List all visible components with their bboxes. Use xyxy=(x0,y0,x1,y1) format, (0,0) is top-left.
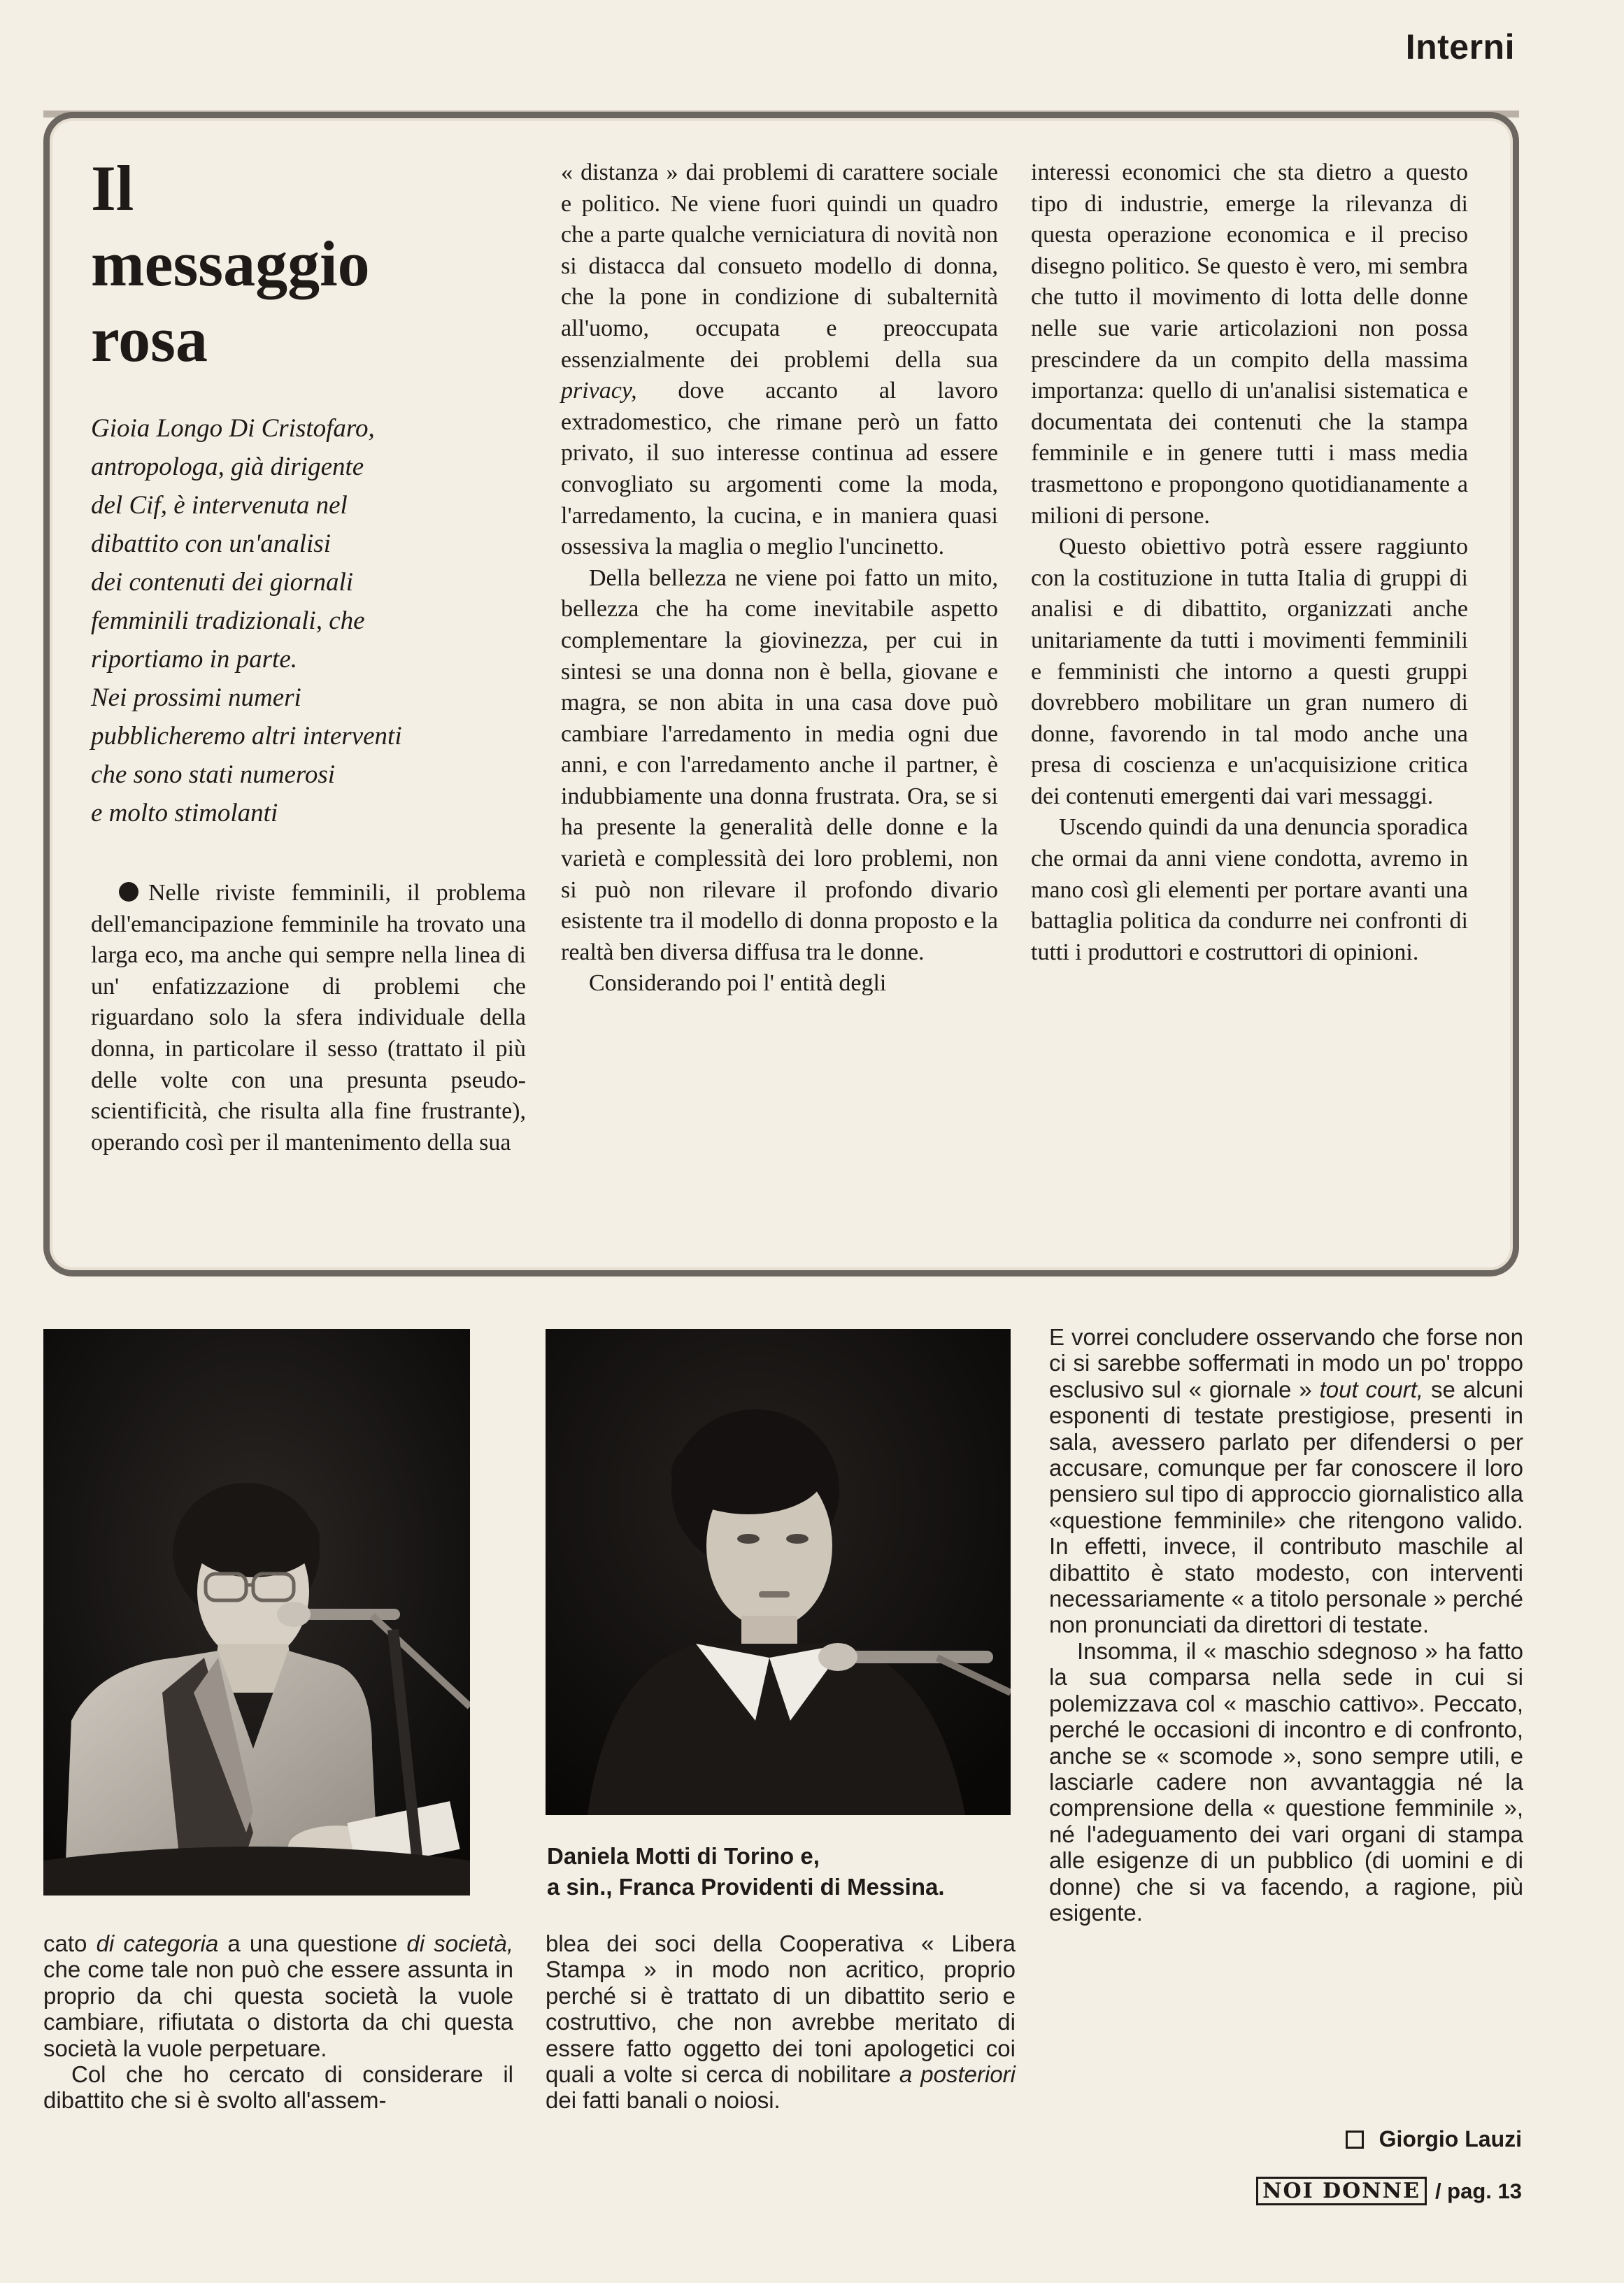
intro-line: pubblicheremo altri interventi xyxy=(91,722,402,751)
headline-line-3: rosa xyxy=(91,304,208,375)
article-column-3 xyxy=(1031,157,1468,968)
paragraph-text: E vorrei concludere osservando che forse non ci si sarebbe soffermati in modo un po' troppo esclusivo sul « giornale » xyxy=(1049,1324,1523,1402)
article-paragraph: interessi economici che sta dietro a questo tipo di industrie, emerge la rilevanza di questa operazione economica e il preciso disegno politico. Se questo è vero, mi sembra che tutto il movimento di lotta delle donne nelle sue varie articolazioni non possa prescindere da un compito della massima importanza: quello di un'analisi sistematica e documentata dei contenuti che la stampa femminile e in genere tutti i mass media trasmettono e propongono quotidianamente a milioni di persone. xyxy=(1031,159,1468,529)
article-paragraph: Uscendo quindi da una denuncia sporadica che ormai da anni viene condotta, avremo in mano così gli elementi per portare avanti una battaglia politica da condurre nei confronti di tutti i produttori e costruttori di opinioni. xyxy=(1031,814,1468,965)
emphasis-a-posteriori: a posteriori xyxy=(899,2061,1016,2088)
bottom-paragraph xyxy=(1049,1324,1523,1638)
photo-left-image xyxy=(43,1329,470,1896)
headline xyxy=(91,150,483,377)
bottom-column-3 xyxy=(1049,1324,1523,1926)
paragraph-text: dei fatti banali o noiosi. xyxy=(546,2087,781,2114)
intro-line: che sono stati numerosi xyxy=(91,760,336,789)
bottom-paragraph: Col che ho cercato di considerare il dibattito che si è svolto all'assem- xyxy=(43,2061,513,2114)
photo-franca-providenti xyxy=(43,1329,470,1896)
intro-line: e molto stimolanti xyxy=(91,799,278,827)
article-paragraph: Questo obiettivo potrà essere raggiunto con la costituzione in tutta Italia di gruppi di analisi e di dibattito, organizzati anche unitariamente da tutti i movimenti femminili e femministi che intorno a questi gruppi dovrebbero mobilitare un gran numero di donne, favorendo in tal modo anche una presa di coscienza e un'acquisizione critica dei contenuti emergenti dai vari messaggi. xyxy=(1031,534,1468,809)
headline-line-1: Il xyxy=(91,152,134,224)
square-icon xyxy=(1346,2131,1364,2149)
emphasis-tout-court: tout court, xyxy=(1319,1376,1424,1402)
paragraph-text: cato xyxy=(43,1930,97,1956)
author-name: Giorgio Lauzi xyxy=(1379,2126,1522,2152)
emphasis-privacy: privacy, xyxy=(561,378,637,404)
article-paragraph: Della bellezza ne viene poi fatto un mito, bellezza che ha come inevitabile aspetto complementare la giovinezza, per cui in sintesi se una donna non è bella, giovane e magra, se non abita in una casa dove può cambiare l'arredamento in media ogni due anni, e con l'arredamento anche il partner, è indubbiamente una donna frustrata. Ora, se si ha presente la generalità delle donne e la varietà e complessità dei loro problemi, non si può non rilevare il profondo divario esistente tra il modello di donna proposto e la realtà ben diversa diffusa tra le donne. xyxy=(561,564,998,965)
paragraph-text: a una questione xyxy=(218,1930,407,1956)
paragraph-text: dove accanto al lavoro extradomestico, che rimane però un fatto privato, il suo interesse continua ad essere convogliato su argomenti come la moda, l'arredamento, la cucina, e in maniera quasi ossessiva la maglia o meglio l'uncinetto. xyxy=(561,378,998,560)
intro-line: Nei prossimi numeri xyxy=(91,683,301,712)
bottom-paragraph xyxy=(546,1930,1016,2114)
emphasis-societa: di società, xyxy=(406,1930,514,1956)
caption-line: Daniela Motti di Torino e, xyxy=(547,1843,820,1869)
bottom-column-2 xyxy=(546,1930,1016,2114)
paragraph-text: « distanza » dai problemi di carattere sociale e politico. Ne viene fuori quindi un quadro che a parte qualche verniciatura di novità non si distacca dal consueto modello di donna, che la pone in condizione di subalternità all'uomo, occupata e preoccupata essenzialmente dei problemi della sua xyxy=(561,159,998,373)
author-signature xyxy=(1346,2126,1522,2152)
photo-daniela-motti xyxy=(546,1329,1011,1815)
paragraph-text: blea dei soci della Cooperativa « Libera Stampa » in modo non acritico, proprio perché si è trattato di un dibattito serio e costruttivo, che non avrebbe meritato di essere fatto oggetto dei toni apologetici coi quali a volte si cerca di nobilitare xyxy=(546,1930,1016,2088)
intro-line: Gioia Longo Di Cristofaro, xyxy=(91,414,375,443)
section-label: Interni xyxy=(1405,27,1515,66)
bottom-column-1 xyxy=(43,1930,513,2114)
caption-line: a sin., Franca Providenti di Messina. xyxy=(547,1874,945,1900)
intro-line: dei contenuti dei giornali xyxy=(91,568,354,597)
intro-line: antropologa, già dirigente xyxy=(91,453,364,481)
magazine-logo: NOI DONNE xyxy=(1256,2177,1427,2205)
headline-line-2: messaggio xyxy=(91,228,370,299)
bullet-icon xyxy=(119,882,138,902)
page-number: / pag. 13 xyxy=(1434,2178,1522,2203)
article-paragraph xyxy=(561,157,998,563)
photo-caption xyxy=(547,1841,1023,1902)
paragraph-text: Nelle riviste femminili, il problema dell'emancipazione femminile ha trovato una larga eco, ma anche qui sempre nella linea di un' enfatizzazione di problemi che riguardano solo la sfera individuale della donna, in particolare il sesso (trattato il più delle volte con una presunta pseudo-scientificità, che risulta alla fine frustrante), operando così per il mantenimento della sua xyxy=(91,880,526,1155)
article-column-2 xyxy=(561,157,998,1000)
article-paragraph: Considerando poi l' entità degli xyxy=(589,970,887,997)
article-column-1 xyxy=(91,878,526,1158)
intro-line: dibattito con un'analisi xyxy=(91,529,331,558)
intro-standfirst xyxy=(91,409,525,832)
paragraph-text: se alcuni esponenti di testate prestigiose, presenti in sala, avessero parlato per difendersi o per accusare, comunque per far conoscere il loro pensiero sul tipo di approccio giornalistico alla «questione femminile» che ritengono valido. In effetti, invece, il contributo maschile al dibattito è stato modesto, con interventi necessariamente « a titolo personale » perché non pronunciati da direttori di testate. xyxy=(1049,1376,1523,1638)
bottom-paragraph xyxy=(43,1930,513,2061)
bottom-paragraph: Insomma, il « maschio sdegnoso » ha fatto la sua comparsa nella sede in cui si polemizzava col « maschio cattivo». Peccato, perché le occasioni di incontro e di confronto, anche se « scomode », sono sempre utili, e lasciarle cadere non avvantaggia né la comprensione della « questione femminile », né l'adeguamento dei vari organi di stampa alle esigenze di un pubblico (di uomini e di donne) che si va facendo, a ragione, più esigente. xyxy=(1049,1637,1523,1926)
intro-line: riportiamo in parte. xyxy=(91,645,297,674)
paragraph-text: che come tale non può che essere assunta in proprio da chi questa società la vuole cambiare, rifiutata o distorta da chi questa società la vuole perpetuare. xyxy=(43,1956,513,2061)
article-paragraph xyxy=(91,878,526,1158)
intro-line: femminili tradizionali, che xyxy=(91,606,365,635)
photo-right-image xyxy=(546,1329,1011,1815)
page-footer xyxy=(1256,2177,1522,2205)
emphasis-categoria: di categoria xyxy=(96,1930,219,1956)
intro-line: del Cif, è intervenuta nel xyxy=(91,491,348,520)
